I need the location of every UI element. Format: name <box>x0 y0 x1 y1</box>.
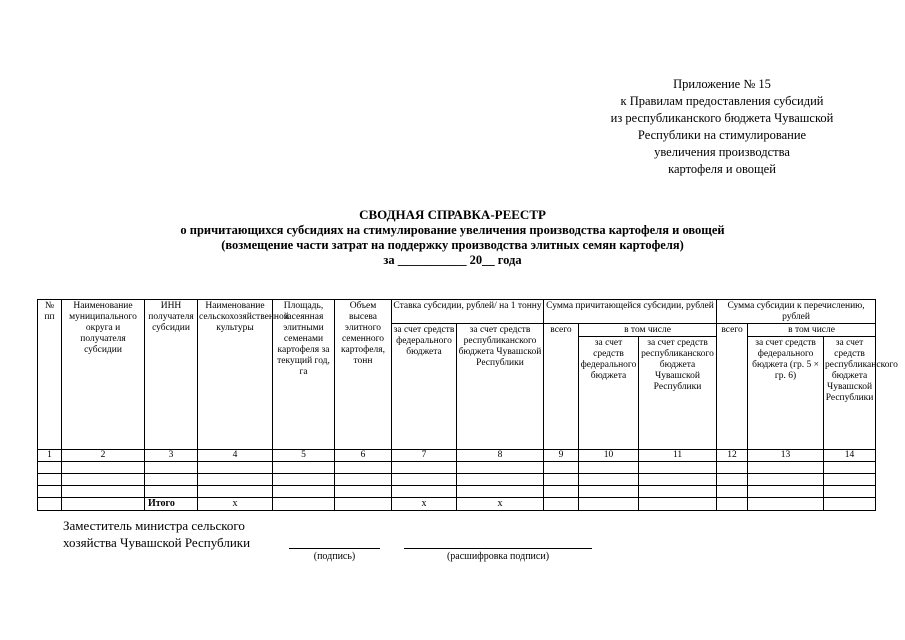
header-no: № пп <box>38 300 62 450</box>
table-cell <box>579 462 639 474</box>
table-cell <box>198 462 273 474</box>
header-tr-fed: за счет средств федерального бюджета (гр. 5 × гр. 6) <box>748 337 824 450</box>
table-cell <box>38 486 62 498</box>
column-number: 1 <box>38 450 62 462</box>
table-cell <box>824 462 876 474</box>
total-row <box>38 498 876 511</box>
signer-position <box>63 517 250 551</box>
column-number: 4 <box>198 450 273 462</box>
table-cell <box>544 486 579 498</box>
table-cell <box>457 486 544 498</box>
header-crop: Наименование сельскохозяйственной культуры <box>198 300 273 450</box>
table-cell <box>62 498 145 511</box>
title-line: о причитающихся субсидиях на стимулирование увеличения производства картофеля и овощей <box>180 223 725 237</box>
table-cell <box>38 474 62 486</box>
table-cell <box>198 474 273 486</box>
appendix-line: Приложение № 15 <box>673 77 771 91</box>
header-tr-incl: в том числе <box>748 324 876 337</box>
table-cell <box>748 462 824 474</box>
total-crop-x: x <box>198 498 273 511</box>
table-cell <box>62 462 145 474</box>
table-cell <box>38 498 62 511</box>
table-row <box>38 474 876 486</box>
table-cell <box>145 486 198 498</box>
signature-caption: (подпись) <box>313 551 356 562</box>
table-cell <box>748 498 824 511</box>
header-tr-total: всего <box>717 324 748 450</box>
signature-decode-line <box>404 548 592 549</box>
table-cell <box>392 474 457 486</box>
table-cell <box>273 474 335 486</box>
table-cell <box>639 498 717 511</box>
column-number-row <box>38 450 876 462</box>
column-number: 3 <box>145 450 198 462</box>
header-transfer: Сумма субсидии к перечислению, рублей <box>717 300 876 324</box>
table-cell <box>335 486 392 498</box>
table-cell <box>824 474 876 486</box>
table-cell <box>639 486 717 498</box>
signer-line: хозяйства Чувашской Республики <box>63 535 251 550</box>
table-cell <box>717 474 748 486</box>
table-cell <box>639 462 717 474</box>
header-inn: ИНН получателя субсидии <box>145 300 198 450</box>
column-number: 6 <box>335 450 392 462</box>
table-cell <box>824 498 876 511</box>
header-rate-fed: за счет средств федерального бюджета <box>392 324 457 450</box>
column-number: 10 <box>579 450 639 462</box>
table-cell <box>335 462 392 474</box>
column-number: 13 <box>748 450 824 462</box>
table-cell <box>335 498 392 511</box>
column-number: 5 <box>273 450 335 462</box>
header-rate-rep: за счет средств республиканского бюджета Чувашской Республики <box>457 324 544 450</box>
table-cell <box>717 462 748 474</box>
header-name: Наименование муниципального округа и получателя субсидии <box>62 300 145 450</box>
appendix-line: картофеля и овощей <box>668 162 776 176</box>
appendix-line: к Правилам предоставления субсидий <box>620 94 824 108</box>
header-sum-incl: в том числе <box>579 324 717 337</box>
header-sum-rep: за счет средств республиканского бюджета Чувашской Республики <box>639 337 717 450</box>
table-cell <box>748 474 824 486</box>
appendix-line: увеличения производства <box>654 145 790 159</box>
table-cell <box>145 474 198 486</box>
column-number: 9 <box>544 450 579 462</box>
header-sum-total: всего <box>544 324 579 450</box>
table-cell <box>544 498 579 511</box>
column-number: 14 <box>824 450 876 462</box>
table-cell <box>145 462 198 474</box>
table-cell <box>579 486 639 498</box>
document-title <box>0 207 905 268</box>
appendix-header <box>575 76 869 178</box>
appendix-line: из республиканского бюджета Чувашской <box>610 111 834 125</box>
signer-line: Заместитель министра сельского <box>63 518 245 533</box>
title-line: (возмещение части затрат на поддержку производства элитных семян картофеля) <box>221 238 684 252</box>
table-cell <box>457 474 544 486</box>
appendix-line: Республики на стимулирование <box>637 128 807 142</box>
table-cell <box>62 474 145 486</box>
header-tr-rep: за счет средств республиканского бюджета Чувашской Республики <box>824 337 876 450</box>
table-cell <box>273 462 335 474</box>
header-area: Площадь, засеянная элитными семенами картофеля за текущий год, га <box>273 300 335 450</box>
column-number: 8 <box>457 450 544 462</box>
table-cell <box>38 462 62 474</box>
table-cell <box>62 486 145 498</box>
table-cell <box>273 486 335 498</box>
header-sum-due: Сумма причитающейся субсидии, рублей <box>544 300 717 324</box>
table-cell <box>273 498 335 511</box>
registry-table <box>37 299 898 511</box>
signature-line <box>289 548 380 549</box>
header-sum-fed: за счет средств федерального бюджета <box>579 337 639 450</box>
table-row <box>38 486 876 498</box>
table-cell <box>392 486 457 498</box>
column-number: 11 <box>639 450 717 462</box>
total-rate-rep-x: x <box>457 498 544 511</box>
header-volume: Объем высева элитного семенного картофеля, тонн <box>335 300 392 450</box>
table-row <box>38 462 876 474</box>
column-number: 2 <box>62 450 145 462</box>
column-number: 12 <box>717 450 748 462</box>
table-cell <box>717 486 748 498</box>
table-cell <box>392 462 457 474</box>
table-cell <box>544 474 579 486</box>
table-cell <box>579 474 639 486</box>
header-row <box>38 300 876 324</box>
title-main: СВОДНАЯ СПРАВКА-РЕЕСТР <box>359 207 546 222</box>
table-cell <box>198 486 273 498</box>
table-cell <box>824 486 876 498</box>
column-number: 7 <box>392 450 457 462</box>
table-cell <box>717 498 748 511</box>
table-cell <box>335 474 392 486</box>
title-period: за ___________ 20__ года <box>383 253 522 267</box>
table-cell <box>579 498 639 511</box>
table-cell <box>639 474 717 486</box>
signature-decode-caption: (расшифровка подписи) <box>446 551 550 562</box>
total-rate-fed-x: x <box>392 498 457 511</box>
table-cell <box>457 462 544 474</box>
header-rate: Ставка субсидии, рублей/ на 1 тонну <box>392 300 544 324</box>
table-cell <box>544 462 579 474</box>
total-label: Итого <box>145 498 198 511</box>
table-cell <box>748 486 824 498</box>
